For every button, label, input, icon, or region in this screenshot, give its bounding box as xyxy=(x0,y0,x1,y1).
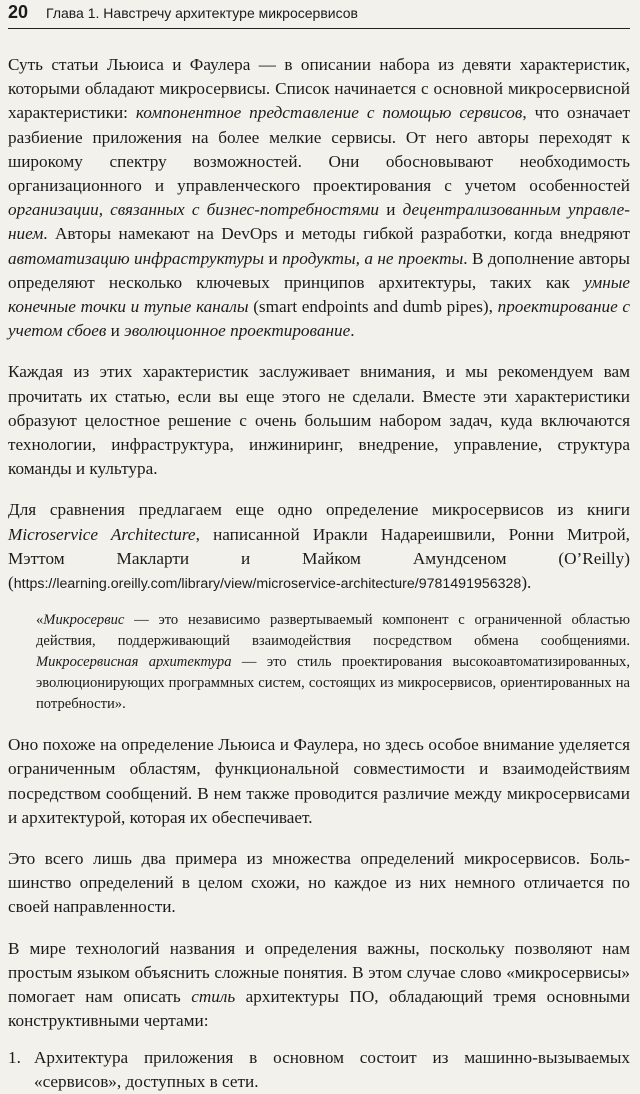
text-run: и xyxy=(106,321,125,341)
italic-emphasis: умные конечные точки и тупые каналы xyxy=(8,272,630,317)
italic-emphasis: автоматизацию инфраструктуры xyxy=(8,248,264,268)
text-run: и xyxy=(264,248,283,268)
text-run: . Авторы намекают на DevOps и методы гибкой разработки, когда внедряют xyxy=(43,224,630,244)
running-title: Глава 1. Навстречу архитектуре микросервисов xyxy=(46,5,358,21)
text-run: Это всего лишь два примера из множества определений микросервисов. Большинство определений в целом схожи, но каждое из них немного отличается по своей направленности. xyxy=(8,849,630,917)
text-run: ). xyxy=(521,573,532,593)
italic-emphasis: Микросервис xyxy=(43,612,125,629)
paragraphs-after-quote xyxy=(8,733,630,1033)
text-run: — это независимо развертываемый компонент с ограниченной областью действия, поддерживающий взаимодействия посредством обмена сообщениями. xyxy=(36,612,630,650)
text-run: Каждая из этих характеристик заслуживает внимания, и мы рекомендуем вам прочитать их статью, если вы еще этого не сделали. Вместе эти характеристики образуют целостное решение с очень большим набором задач, куда включаются технологии, инфраструктура, инжиниринг, внедрение, управление, структура команды и культура. xyxy=(8,362,630,479)
text-run: . В дополнение авторы определяют несколько ключевых принципов архитектуры, таких как xyxy=(8,248,630,292)
book-url: https://learning.oreilly.com/library/view/microservice-architecture/9781491956328 xyxy=(13,576,522,593)
page-body xyxy=(8,29,630,1094)
body-paragraph xyxy=(8,733,630,830)
italic-emphasis: Microservice Architecture xyxy=(8,524,196,544)
running-header xyxy=(8,0,630,29)
body-paragraph xyxy=(8,360,630,481)
italic-emphasis: проектирование с учетом сбоев xyxy=(8,297,630,341)
italic-emphasis: эволюционное проектирование xyxy=(124,321,351,341)
list-item xyxy=(8,1046,630,1094)
body-paragraph xyxy=(8,937,630,1034)
italic-emphasis: децентрализованным управлением xyxy=(8,200,630,244)
text-run: (smart endpoints and dumb pipes), xyxy=(248,297,498,317)
body-paragraph xyxy=(8,847,630,920)
text-run: « xyxy=(36,612,44,629)
italic-emphasis: организации, связанных с бизнес-потребностями xyxy=(8,200,380,220)
text-run: , написанной Иракли Надареишвили, Ронни Митрой, Мэттом Макларти и Майком Амундсеном (O’Reilly) ( xyxy=(8,524,630,593)
italic-emphasis: компонентное представление с помощью сервисов xyxy=(135,103,523,123)
paragraphs-before-quote xyxy=(8,53,630,596)
text-run: . xyxy=(350,321,355,341)
italic-emphasis: Микросервисная архитектура xyxy=(36,654,232,671)
text-run: , что означает разбиение приложения на более мелкие сервисы. От него авторы переходят к широкому спектру возможностей. Они обосновывают необходимость организационного и управленческого проектирования с учетом особенностей xyxy=(8,103,630,196)
text-run: и xyxy=(379,200,403,220)
text-run: Суть статьи Льюиса и Фаулера — в описании набора из девяти характеристик, которыми обладают микросервисы. Список начинается с основной микросервисной характеристики: xyxy=(8,55,630,123)
italic-emphasis: продукты, а не проекты xyxy=(282,248,464,268)
page-number: 20 xyxy=(8,2,29,22)
italic-emphasis: стиль xyxy=(191,987,236,1007)
text-run: Для сравнения предлагаем еще одно определение микросервисов из книги xyxy=(8,500,630,520)
text-run: В мире технологий названия и определения важны, поскольку позволяют нам простым языком объяснить сложные понятия. В этом случае слово «микросервисы» помогает нам описать xyxy=(8,938,630,1007)
block-quote xyxy=(36,610,630,715)
body-paragraph xyxy=(8,498,630,596)
numbered-list xyxy=(8,1046,630,1094)
list-item-number: 1. xyxy=(8,1047,21,1067)
text-run: — это стиль проектирования высокоавтоматизированных, эволюционирующих программных систем, состоящих из микросервисов, ориентированных на потребности». xyxy=(36,654,630,713)
body-paragraph xyxy=(8,53,630,343)
list-item-text: Архитектура приложения в основном состоит из машинно-вызываемых «сервисов», доступных в сети. xyxy=(34,1047,630,1091)
text-run: Оно похоже на определение Льюиса и Фаулера, но здесь особое внимание уделяется ограниченным областям, функциональной совместимости и взаимодействиям посредством сообщений. В нем также проводится различие между микросервисами и архитектурой, которая их обеспечивает. xyxy=(8,735,630,827)
text-run: архитектуры ПО, обладающий тремя основными конструктивными чертами: xyxy=(8,987,630,1031)
